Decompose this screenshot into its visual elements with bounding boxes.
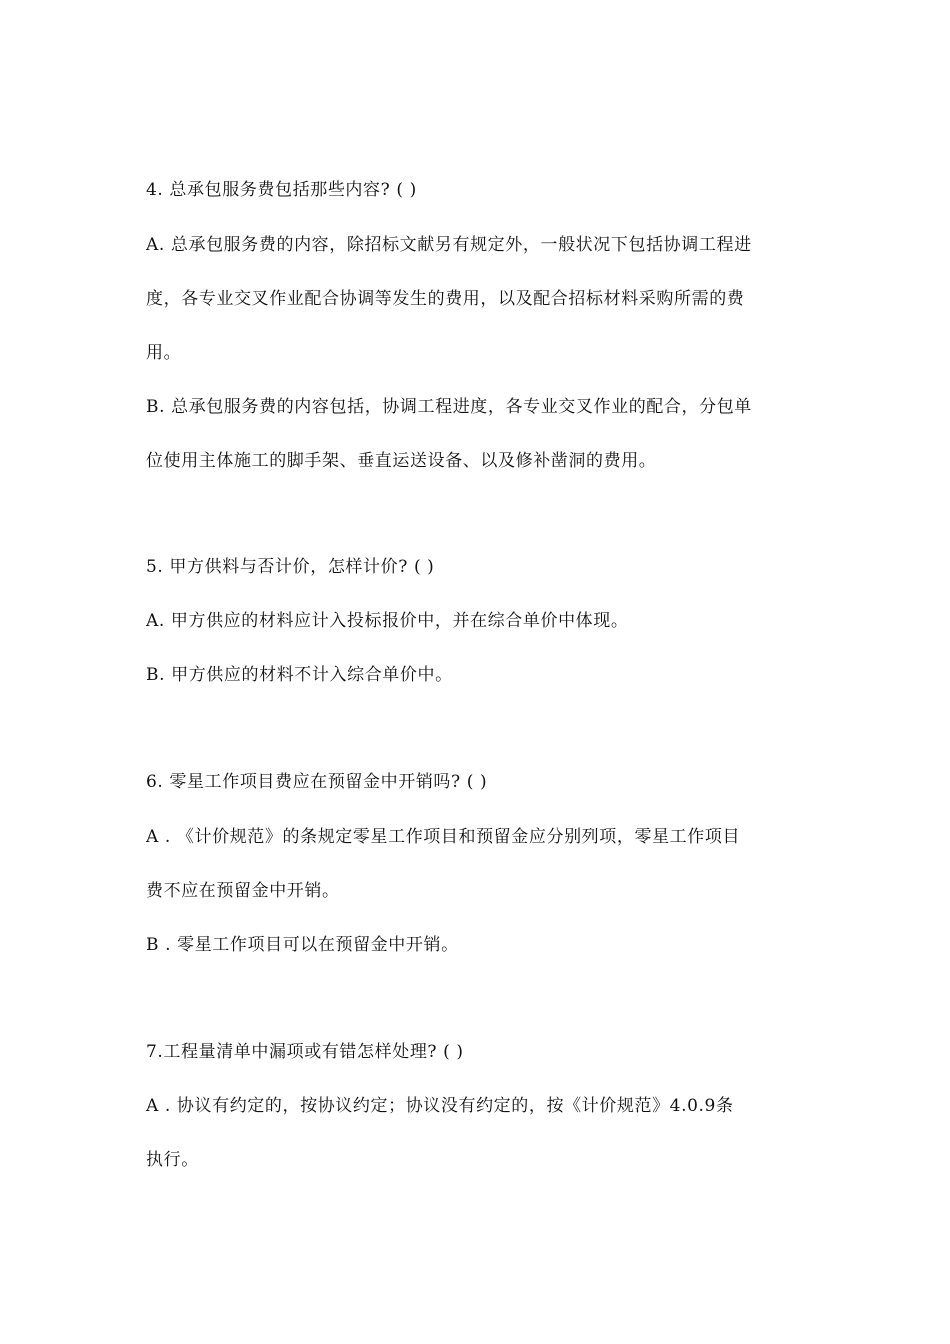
question-6-title: 6. 零星工作项目费应在预留金中开销吗? ( ) (146, 772, 488, 792)
question-7-option-a-line-2: 执行。 (146, 1150, 199, 1170)
question-4-option-b-line-1: B. 总承包服务费的内容包括，协调工程进度，各专业交叉作业的配合，分包单 (146, 397, 752, 417)
question-4-option-b-line-2: 位使用主体施工的脚手架、垂直运送设备、以及修补凿洞的费用。 (146, 451, 657, 471)
question-4-option-a-line-3: 用。 (146, 343, 182, 363)
question-6-option-a-line-1: A . 《计价规范》的条规定零星工作项目和预留金应分别列项，零星工作项目 (146, 827, 741, 847)
question-5-title: 5. 甲方供料与否计价，怎样计价? ( ) (146, 557, 435, 577)
question-4-option-a-line-1: A. 总承包服务费的内容，除招标文献另有规定外，一般状况下包括协调工程进 (146, 235, 752, 255)
question-7-title: 7.工程量清单中漏项或有错怎样处理? ( ) (146, 1042, 464, 1062)
question-6-option-a-line-2: 费不应在预留金中开销。 (146, 881, 340, 901)
question-4-title: 4. 总承包服务费包括那些内容? ( ) (146, 180, 417, 200)
question-5-option-b: B. 甲方供应的材料不计入综合单价中。 (146, 665, 453, 685)
question-5-option-a: A. 甲方供应的材料应计入投标报价中，并在综合单价中体现。 (146, 611, 629, 631)
question-4-option-a-line-2: 度，各专业交叉作业配合协调等发生的费用，以及配合招标材料采购所需的费 (146, 289, 745, 309)
question-6-option-b: B . 零星工作项目可以在预留金中开销。 (146, 935, 459, 955)
question-7-option-a-line-1: A . 协议有约定的，按协议约定；协议没有约定的，按《计价规范》4.0.9条 (146, 1096, 734, 1116)
